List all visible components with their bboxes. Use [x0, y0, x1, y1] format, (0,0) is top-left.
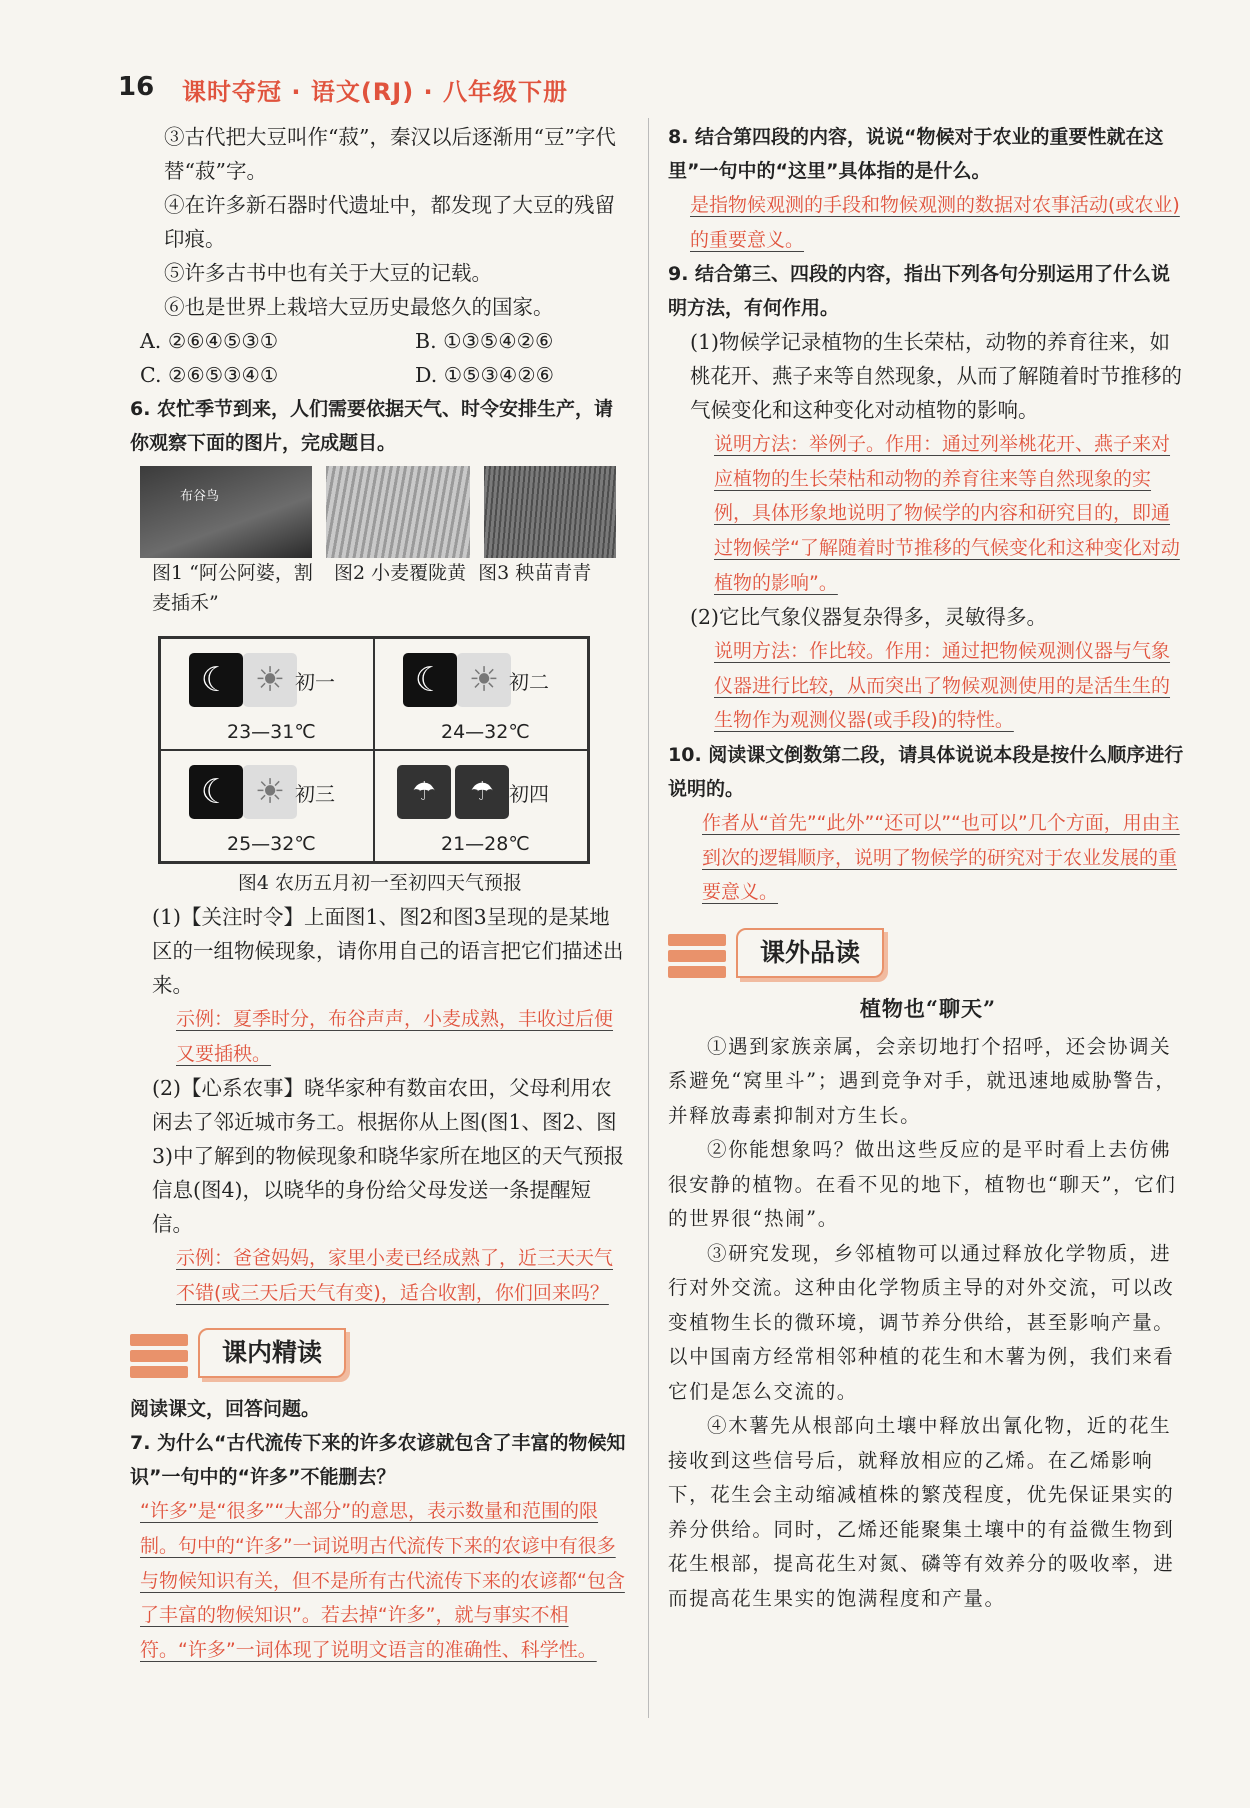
sentence-item: ④在许多新石器时代遗址中，都发现了大豆的残留印痕。 — [164, 193, 615, 251]
weather-temp: 24—32℃ — [441, 721, 530, 743]
books-icon — [668, 926, 730, 980]
q9-sub2: (2)它比气象仪器复杂得多，灵敏得多。 — [690, 605, 1048, 630]
sentence-item: ③古代把大豆叫作“菽”，秦汉以后逐渐用“豆”字代替“菽”字。 — [164, 125, 616, 183]
q6-sub2-answer: 示例：爸爸妈妈，家里小麦已经成熟了，近三天天气不错(或三天后天气有变)，适合收割，你们回来吗？ — [176, 1247, 614, 1304]
sun-icon: ☀ — [243, 653, 297, 707]
weather-forecast-table — [158, 636, 590, 864]
q6-sub1-answer: 示例：夏季时分，布谷声声，小麦成熟，丰收过后便又要插秧。 — [176, 1008, 614, 1065]
section-banner-inner — [130, 1320, 630, 1386]
weather-temp: 21—28℃ — [441, 833, 530, 855]
essay-paragraph: ③研究发现，乡邻植物可以通过释放化学物质，进行对外交流。这种由化学物质主导的对外交流，可以改变植物生长的微环境，调节养分供给，甚至影响产量。以中国南方经常相邻种植的花生和木薯为例，我们来看它们是怎么交流的。 — [668, 1241, 1175, 1403]
essay-body — [668, 1030, 1188, 1617]
header-title: 课时夺冠 · 语文(RJ) · 八年级下册 — [182, 78, 569, 106]
page-number: 16 — [118, 72, 155, 102]
q8-answer: 是指物候观测的手段和物候观测的数据对农事活动(或农业)的重要意义。 — [690, 194, 1180, 251]
question-7: 7. 为什么“古代流传下来的许多农谚就包含了丰富的物候知识”一句中的“许多”不能删去？ — [130, 1432, 626, 1489]
weather-cell — [374, 638, 588, 750]
question-6: 6. 农忙季节到来，人们需要依据天气、时令安排生产，请你观察下面的图片，完成题目。 — [130, 398, 614, 454]
weather-cell — [160, 638, 374, 750]
figure-captions — [152, 558, 630, 618]
cuckoo-photo — [140, 466, 312, 558]
weather-day: 初四 — [509, 782, 549, 806]
q6-sub2: (2)【心系农事】晓华家种有数亩农田，父母利用农闲去了邻近城市务工。根据你从上图(图1、图2、图3)中了解到的物候现象和晓华家所在地区的天气预报信息(图4)，以晓华的身份给父母发送一条提醒短信。 — [152, 1076, 625, 1237]
essay-title: 植物也“聊天” — [859, 995, 997, 1021]
weather-temp: 25—32℃ — [227, 833, 316, 855]
q7-answer: “许多”是“很多”“大部分”的意思，表示数量和范围的限制。句中的“许多”一词说明古代流传下来的农谚中有很多与物候知识有关，但不是所有古代流传下来的农谚都“包含了丰富的物候知识”。若去掉“许多”，就与事实不相符。“许多”一词体现了说明文语言的准确性、科学性。 — [140, 1500, 625, 1661]
section-title: 课内精读 — [198, 1328, 346, 1378]
option-a: A. ②⑥④⑤③① — [140, 329, 279, 353]
sentence-item: ⑥也是世界上栽培大豆历史最悠久的国家。 — [164, 295, 554, 319]
fig4-caption: 图4 农历五月初一至初四天气预报 — [237, 872, 523, 894]
option-b: B. ①③⑤④②⑥ — [415, 329, 554, 353]
figure-row — [140, 466, 630, 558]
right-column — [668, 120, 1188, 1616]
fig2-caption: 图2 小麦覆陇黄 — [334, 562, 467, 584]
weather-temp: 23—31℃ — [227, 721, 316, 743]
q9-sub2-answer: 说明方法：作比较。作用：通过把物候观测仪器与气象仪器进行比较，从而突出了物候观测使用的是活生生的生物作为观测仪器(或手段)的特性。 — [714, 640, 1171, 732]
books-icon — [130, 1326, 192, 1380]
weather-day: 初二 — [509, 670, 549, 694]
option-d: D. ①⑤③④②⑥ — [415, 363, 555, 387]
column-divider — [648, 118, 649, 1718]
read-prompt: 阅读课文，回答问题。 — [130, 1398, 321, 1421]
option-c: C. ②⑥⑤③④① — [140, 363, 279, 387]
section-title: 课外品读 — [736, 928, 884, 978]
essay-paragraph: ②你能想象吗？做出这些反应的是平时看上去仿佛很安静的植物。在看不见的地下，植物也“聊天”，它们的世界很“热闹”。 — [668, 1138, 1177, 1231]
sentence-item: ⑤许多古书中也有关于大豆的记载。 — [164, 261, 492, 285]
essay-paragraph: ④木薯先从根部向土壤中释放出氰化物，近的花生接收到这些信号后，就释放相应的乙烯。在乙烯影响下，花生会主动缩减植株的繁茂程度，优先保证果实的养分供给。同时，乙烯还能聚集土壤中的有益微生物到花生根部，提高花生对氮、磷等有效养分的吸收率，进而提高花生果实的饱满程度和产量。 — [668, 1414, 1175, 1610]
moon-icon: ☾ — [403, 653, 457, 707]
wheat-photo — [326, 466, 470, 558]
fig1-caption: 图1 “阿公阿婆，割麦插禾” — [152, 562, 313, 614]
bird-label: 布谷鸟 — [180, 489, 220, 504]
question-8: 8. 结合第四段的内容，说说“物候对于农业的重要性就在这里”一句中的“这里”具体指的是什么。 — [668, 126, 1164, 182]
fig3-caption: 图3 秧苗青青 — [478, 562, 592, 584]
question-10: 10. 阅读课文倒数第二段，请具体说说本段是按什么顺序进行说明的。 — [668, 743, 1184, 800]
q10-answer: 作者从“首先”“此外”“还可以”“也可以”几个方面，用由主到次的逻辑顺序，说明了物候学的研究对于农业发展的重要意义。 — [702, 811, 1180, 904]
essay-paragraph: ①遇到家族亲属，会亲切地打个招呼，还会协调关系避免“窝里斗”；遇到竞争对手，就迅速地威胁警告，并释放毒素抑制对方生长。 — [668, 1034, 1177, 1127]
left-column — [130, 120, 630, 1667]
sun-icon: ☀ — [243, 765, 297, 819]
weather-cell — [374, 750, 588, 862]
weather-day: 初三 — [295, 782, 335, 806]
thunderstorm-icon: ☂ — [397, 765, 451, 819]
moon-icon: ☾ — [189, 653, 243, 707]
section-banner-outer — [668, 920, 1188, 986]
q9-sub1: (1)物候学记录植物的生长荣枯，动物的养育往来，如桃花开、燕子来等自然现象，从而了解随着时节推移的气候变化和这种变化对动植物的影响。 — [690, 330, 1182, 423]
weather-day: 初一 — [295, 670, 335, 694]
question-9: 9. 结合第三、四段的内容，指出下列各句分别运用了什么说明方法，有何作用。 — [668, 263, 1171, 320]
thunderstorm-icon: ☂ — [455, 765, 509, 819]
moon-icon: ☾ — [189, 765, 243, 819]
weather-cell — [160, 750, 374, 862]
answer-options — [130, 324, 630, 392]
rice-seedling-photo — [484, 466, 616, 558]
sun-icon: ☀ — [457, 653, 511, 707]
q6-sub1: (1)【关注时令】上面图1、图2和图3呈现的是某地区的一组物候现象，请你用自己的语言把它们描述出来。 — [152, 905, 624, 997]
q9-sub1-answer: 说明方法：举例子。作用：通过列举桃花开、燕子来对应植物的生长荣枯和动物的养育往来等自然现象的实例，具体形象地说明了物候学的内容和研究目的，即通过物候学“了解随着时节推移的气候变化和这种变化对动植物的影响”。 — [714, 433, 1180, 594]
